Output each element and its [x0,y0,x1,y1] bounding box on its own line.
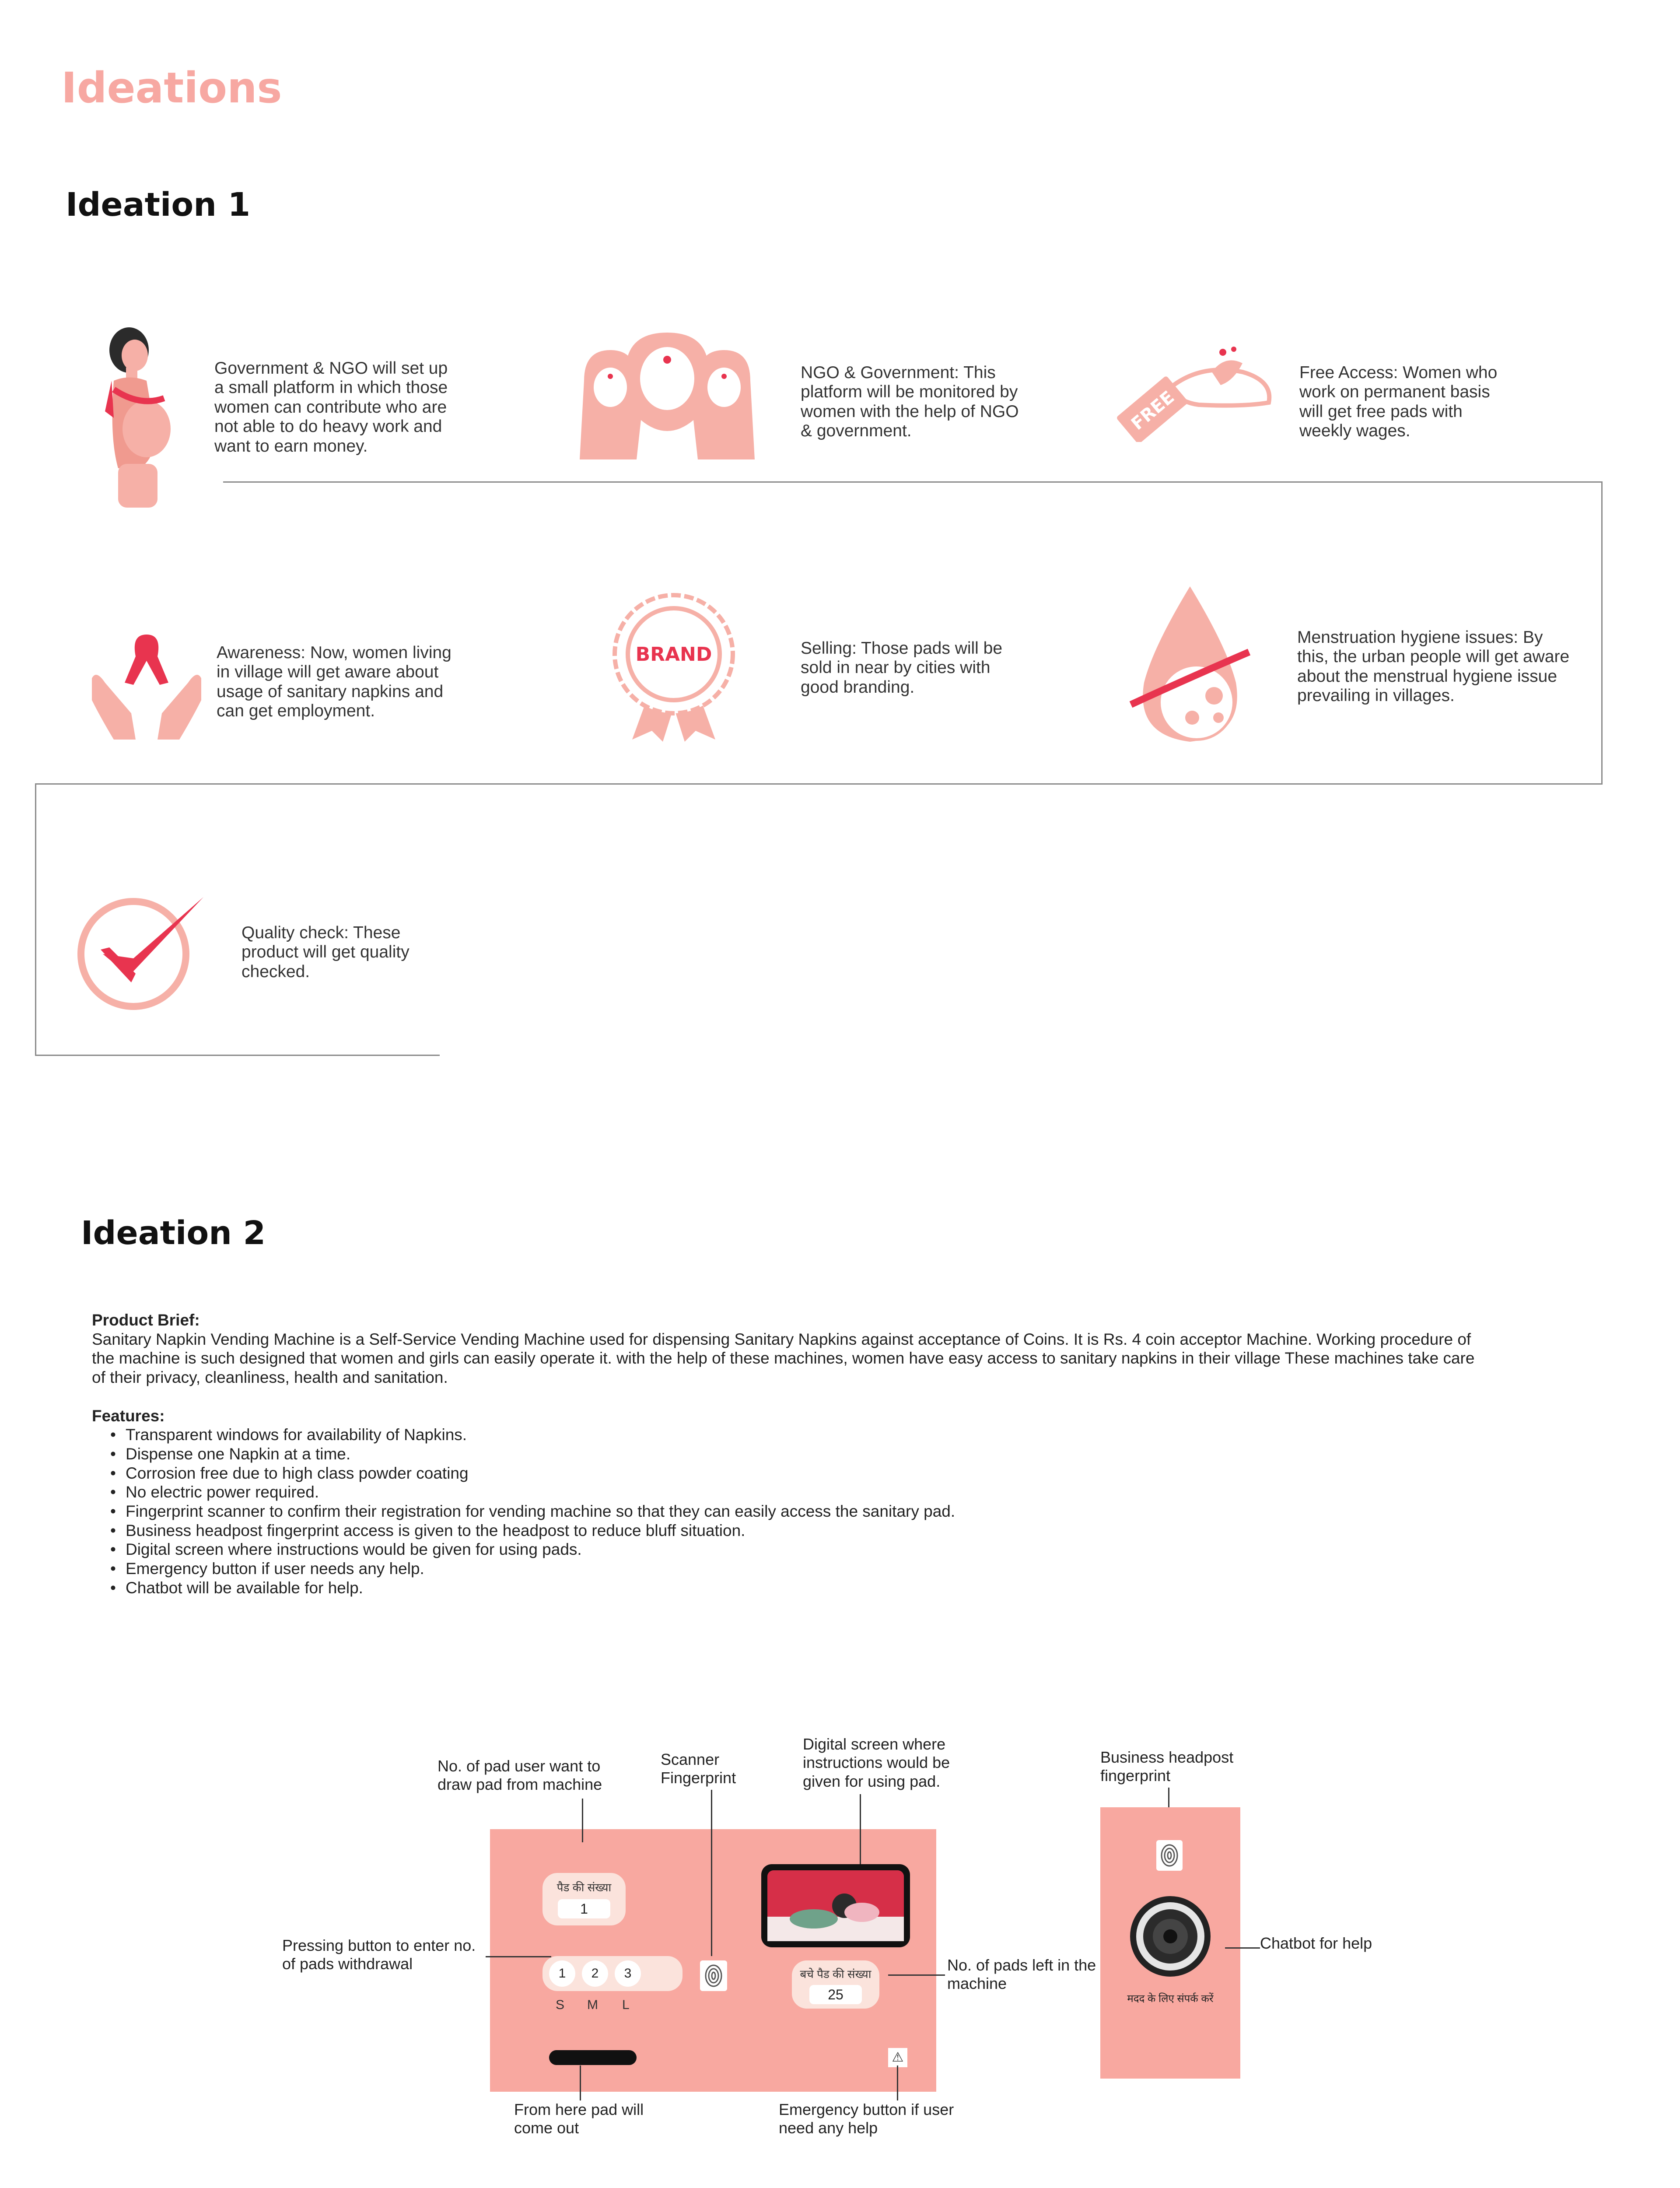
feature-item: • Dispense one Napkin at a time. [110,1445,1492,1464]
feature-item: • Corrosion free due to high class powder coating [110,1464,1492,1483]
emergency-button[interactable]: ⚠ [888,2048,907,2067]
ideation-1-title: Ideation 1 [66,186,251,224]
size-label-s: S [556,1998,565,2012]
pregnant-woman-icon [88,324,175,508]
free-tag-icon [1111,346,1278,442]
checkmark-icon [77,888,208,1011]
annotation-arrow [582,1799,583,1842]
annotation-pressing-button: Pressing button to enter no. of pads withdrawal [282,1936,476,1973]
connector-line [35,783,36,1055]
brief-heading: Product Brief: [92,1311,200,1329]
annotation-arrow [860,1794,861,1864]
feature-item: • Digital screen where instructions would be given for using pads. [110,1540,1492,1559]
pads-left-label: बचे पैड की संख्या [800,1967,872,1981]
size-label-m: M [587,1998,598,2012]
chatbot-speaker-icon[interactable] [1129,1895,1212,1978]
vending-machine-panel [490,1829,936,2092]
annotation-screen: Digital screen where instructions would be given for using pad. [803,1735,950,1790]
fingerprint-icon [1156,1840,1183,1871]
ideation-2-title: Ideation 2 [81,1214,266,1252]
size-button-m[interactable]: 2 [582,1960,608,1987]
page-title: Ideations [61,63,282,112]
feature-item: • No electric power required. [110,1483,1492,1502]
product-brief [92,1311,1492,1597]
size-label-l: L [622,1998,630,2012]
ideation1-item-text: Quality check: These product will get quality checked. [242,923,410,981]
pad-count-display [542,1873,626,1925]
size-button-l[interactable]: 3 [615,1960,641,1987]
awareness-ribbon-icon [88,630,206,740]
ideation1-item-text: NGO & Government: This platform will be monitored by women with the help of NGO & government. [801,363,1019,441]
features-heading: Features: [92,1406,165,1425]
pads-left-display [792,1960,879,2009]
size-button-s[interactable]: 1 [549,1960,575,1987]
pad-count-label: पैड की संख्या [556,1881,612,1894]
annotation-pad-count: No. of pad user want to draw pad from machine [438,1757,602,1794]
annotation-arrow [711,1790,712,1956]
headpost-panel [1100,1807,1240,2079]
pad-count-value: 1 [558,1899,610,1918]
brand-badge-icon [610,591,737,744]
fingerprint-icon [700,1960,727,1991]
women-group-icon [567,333,768,459]
annotation-arrow [580,2065,581,2100]
feature-item: • Fingerprint scanner to confirm their registration for vending machine so that they can easily access the sanitary pad. [110,1502,1492,1521]
ideation1-item-text: Awareness: Now, women living in village will get aware about usage of sanitary napkins and can get employment. [217,643,452,721]
feature-item: • Chatbot will be available for help. [110,1578,1492,1598]
feature-item: • Business headpost fingerprint access is given to the headpost to reduce bluff situation. [110,1521,1492,1540]
screen-illustration [761,1864,910,1947]
annotation-arrow [486,1956,551,1957]
pad-outlet-slot [549,2050,637,2065]
ideation1-item-text: Menstruation hygiene issues: By this, the urban people will get aware about the menstrual hygiene issue prevailing in villages. [1297,628,1570,705]
headpost-help-label: मदद के लिए संपर्क करें [1127,1993,1214,2005]
annotation-arrow [888,1974,945,1976]
free-word: FREE [1127,387,1179,435]
connector-line [223,481,1601,483]
annotation-arrow [1225,1947,1260,1949]
annotation-emergency: Emergency button if user need any help [779,2100,954,2137]
annotation-scanner: Scanner Fingerprint [661,1750,736,1787]
connector-line [1601,481,1603,783]
ideation1-item-text: Selling: Those pads will be sold in near by cities with good branding. [801,639,1003,697]
pads-left-value: 25 [809,1985,862,2004]
brand-word: BRAND [635,643,712,666]
feature-item: • Transparent windows for availability of Napkins. [110,1425,1492,1445]
annotation-headpost: Business headpost fingerprint [1100,1748,1234,1785]
features-list [92,1425,1492,1597]
connector-line [35,1055,440,1056]
feature-item: • Emergency button if user needs any help. [110,1559,1492,1578]
annotation-pads-left: No. of pads left in the machine [947,1956,1096,1993]
brief-text: Sanitary Napkin Vending Machine is a Self-Service Vending Machine used for dispensing Sanitary Napkins against acceptance of Coins. It is Rs. 4 coin acceptor Machine. Working procedure of the machine is such designed that women and girls can easily operate it. with the help of these machines, women have easy access to sanitary napkins in their village These machines take care of their privacy, cleanliness, health and sanitation. [92,1330,1475,1386]
connector-line [35,783,1603,785]
ideation1-item-text: Government & NGO will set up a small platform in which those women can contribute who are not able to do heavy work and want to earn money. [214,359,448,456]
annotation-outlet: From here pad will come out [514,2100,644,2137]
ideation1-item-text: Free Access: Women who work on permanent basis will get free pads with weekly wages. [1299,363,1498,441]
annotation-chatbot: Chatbot for help [1260,1934,1372,1952]
fingerprint-scanner[interactable] [700,1960,727,1991]
blood-drop-icon [1127,586,1253,744]
digital-screen[interactable] [761,1864,910,1947]
headpost-fingerprint-scanner[interactable] [1156,1840,1183,1871]
annotation-arrow [897,2065,898,2100]
